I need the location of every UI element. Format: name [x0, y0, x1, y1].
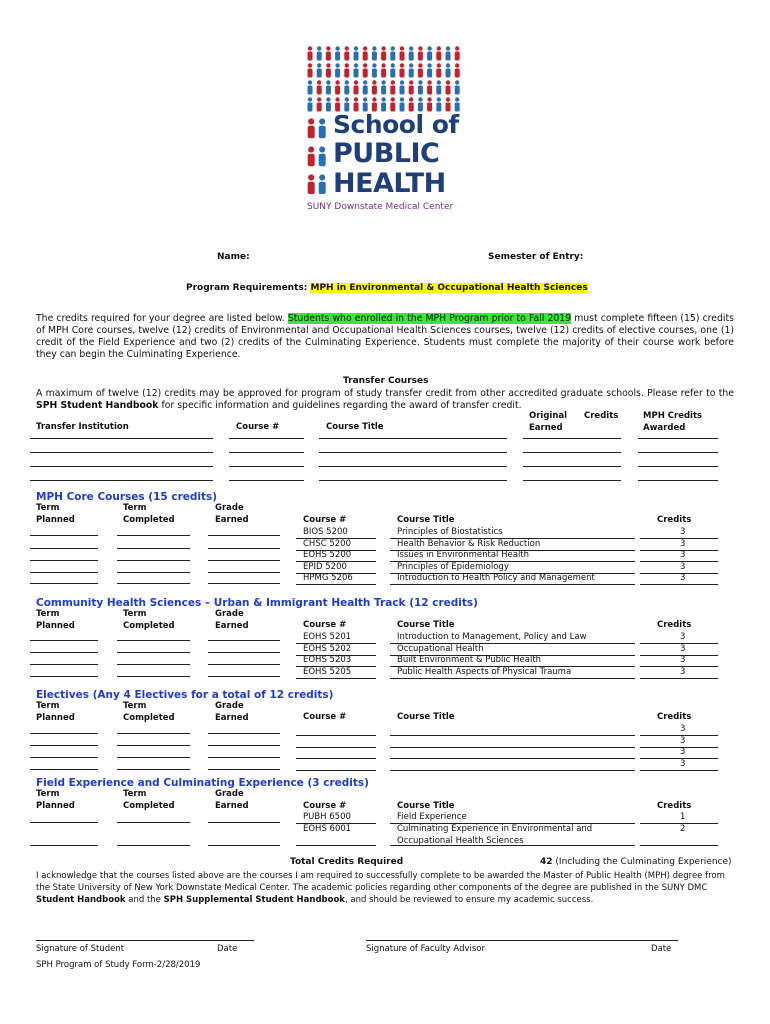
term-completed-line[interactable] [117, 583, 190, 584]
course-title: Principles of Biostatistics [397, 527, 503, 537]
course-title: Introduction to Health Policy and Management [397, 573, 595, 583]
person-icon [326, 80, 331, 94]
elective-credits: 3 [680, 758, 686, 769]
term-completed-line[interactable] [117, 845, 190, 846]
person-icon [446, 46, 451, 60]
total-credits [540, 857, 732, 867]
course-credits: 3 [680, 527, 686, 537]
grade-earned-line[interactable] [208, 560, 280, 561]
intro-before: The credits required for your degree are listed below. [36, 313, 285, 324]
electives-grade-earned: Grade Earned [215, 701, 249, 723]
person-icon [354, 46, 359, 60]
elective-credits: 3 [680, 747, 686, 757]
person-icon [363, 46, 368, 60]
person-icon [390, 63, 395, 77]
field-course-num-header: Course # [303, 801, 347, 811]
field-term-planned: Term Planned [36, 789, 75, 811]
person-icon [354, 63, 359, 77]
person-icon [418, 46, 423, 60]
footer-form-id: SPH Program of Study Form-2/28/2019 [36, 960, 201, 970]
transfer-institution-line[interactable] [30, 438, 213, 439]
term-planned-line[interactable] [30, 769, 98, 770]
program-name: MPH in Environmental & Occupational Health Sciences [310, 283, 588, 293]
person-icon [418, 80, 423, 94]
elective-title-line[interactable] [390, 735, 635, 736]
track-credits-header: Credits [657, 620, 692, 630]
term-planned-line[interactable] [30, 745, 98, 746]
course-number-line[interactable] [296, 584, 376, 585]
person-icon [308, 80, 313, 94]
term-planned-line[interactable] [30, 757, 98, 758]
course-number: EOHS 5200 [303, 550, 352, 560]
transfer-original-line[interactable] [523, 466, 621, 467]
person-icon [400, 80, 405, 94]
course-title: Introduction to Management, Policy and Law [397, 632, 587, 642]
student-signature-line[interactable] [36, 940, 254, 941]
person-icon [446, 63, 451, 77]
term-completed-line[interactable] [117, 757, 190, 758]
course-number-line[interactable] [296, 823, 376, 824]
track-term-completed: Term Completed [123, 609, 175, 631]
term-completed-line[interactable] [117, 822, 190, 823]
person-icon [409, 46, 414, 60]
course-credits-line[interactable] [640, 823, 718, 824]
person-icon [455, 63, 460, 77]
term-completed-line[interactable] [117, 676, 190, 677]
program-requirements [186, 283, 588, 293]
ack-text-b: and the [125, 895, 164, 905]
course-number-line[interactable] [296, 678, 376, 679]
grade-earned-line[interactable] [208, 822, 280, 823]
course-number: EOHS 5202 [303, 643, 352, 654]
person-icon [344, 63, 349, 77]
grade-earned-line[interactable] [208, 548, 280, 549]
course-credits-line[interactable] [640, 666, 718, 667]
core-section-title: MPH Core Courses (15 credits) [36, 491, 218, 503]
course-credits: 1 [680, 812, 686, 822]
transfer-institution-line[interactable] [30, 452, 213, 453]
field-credits-header: Credits [657, 801, 692, 811]
course-credits: 3 [680, 561, 686, 572]
track-grade-earned: Grade Earned [215, 609, 249, 631]
person-icon [319, 118, 326, 138]
person-icon [317, 63, 322, 77]
transfer-handbook: SPH Student Handbook [36, 400, 159, 411]
course-title: Issues in Environmental Health [397, 550, 530, 560]
core-credits-header: Credits [657, 515, 692, 525]
col-transfer-institution: Transfer Institution [36, 422, 129, 432]
person-icon [319, 174, 326, 194]
col-transfer-title: Course Title [326, 422, 384, 432]
course-credits: 3 [680, 643, 686, 654]
col-transfer-course: Course # [236, 422, 280, 432]
person-icon [308, 174, 315, 194]
grade-earned-line[interactable] [208, 640, 280, 641]
logo-line-3: HEALTH [333, 168, 446, 199]
term-planned-line[interactable] [30, 733, 98, 734]
person-icon [446, 80, 451, 94]
person-icon [317, 97, 322, 111]
elective-number-line[interactable] [296, 735, 376, 736]
course-title: Health Behavior & Risk Reduction [397, 538, 541, 549]
grade-earned-line[interactable] [208, 664, 280, 665]
person-icon [326, 63, 331, 77]
person-icon [308, 97, 313, 111]
course-credits: 3 [680, 632, 686, 642]
person-icon [372, 46, 377, 60]
intro-paragraph [36, 313, 734, 361]
electives-course-num-header: Course # [303, 712, 347, 722]
person-icon [335, 80, 340, 94]
course-credits-line[interactable] [640, 573, 718, 574]
transfer-course-line[interactable] [229, 438, 304, 439]
course-number: EPID 5200 [303, 561, 347, 572]
transfer-institution-line[interactable] [30, 466, 213, 467]
person-icon [390, 80, 395, 94]
advisor-signature-line[interactable] [366, 940, 678, 941]
core-term-completed: Term Completed [123, 503, 175, 525]
person-icon [317, 80, 322, 94]
course-credits-line[interactable] [640, 584, 718, 585]
grade-earned-line[interactable] [208, 745, 280, 746]
term-planned-line[interactable] [30, 560, 98, 561]
term-completed-line[interactable] [117, 572, 190, 573]
field-course-title-header: Course Title [397, 801, 455, 811]
term-completed-line[interactable] [117, 652, 190, 653]
transfer-text-a: A maximum of twelve (12) credits may be approved for program of study transfer credit from other accredited graduate schools. Please refer to the [36, 388, 734, 399]
elective-credits: 3 [680, 735, 686, 746]
core-course-title-header: Course Title [397, 515, 455, 525]
person-icon [344, 80, 349, 94]
transfer-text-b: for specific information and guidelines regarding the award of transfer credit. [158, 400, 522, 411]
course-title-line[interactable] [390, 678, 635, 679]
person-icon [354, 80, 359, 94]
term-planned-line[interactable] [30, 822, 98, 823]
grade-earned-line[interactable] [208, 845, 280, 846]
person-icon [381, 80, 386, 94]
elective-number-line[interactable] [296, 758, 376, 759]
people-grid-icon [305, 44, 465, 114]
person-icon [363, 63, 368, 77]
course-title: Built Environment & Public Health [397, 655, 542, 665]
core-grade-earned: Grade Earned [215, 503, 249, 525]
signature-advisor-label: Signature of Faculty Advisor [366, 944, 485, 954]
transfer-original-line[interactable] [523, 480, 621, 481]
person-icon [335, 46, 340, 60]
person-icon [436, 63, 441, 77]
intro-highlight: Students who enrolled in the MPH Program prior to Fall 2019 [287, 313, 572, 324]
total-credits-label: Total Credits Required [290, 857, 404, 867]
course-credits-line[interactable] [640, 561, 718, 562]
term-planned-line[interactable] [30, 845, 98, 846]
total-credits-note: (Including the Culminating Experience) [555, 857, 732, 867]
course-title: Field Experience [397, 812, 467, 822]
term-completed-line[interactable] [117, 769, 190, 770]
person-icon [381, 46, 386, 60]
logo-line-2: PUBLIC [333, 138, 440, 169]
term-planned-line[interactable] [30, 640, 98, 641]
course-number: HPMG 5206 [303, 573, 353, 583]
course-credits: 3 [680, 573, 686, 583]
school-logo [305, 44, 465, 214]
total-credits-value: 42 [540, 857, 553, 867]
ack-text-a: I acknowledge that the courses listed above are the courses I am required to successfully complete to be awarded the Master of Public Health (MPH) degree from the State University of New York Downstate Medical Center. The academic policies regarding other components of the degree are published in the SUNY DMC [36, 871, 725, 893]
date-advisor-label: Date [651, 944, 672, 954]
track-course-num-header: Course # [303, 620, 347, 630]
transfer-mph-line[interactable] [638, 438, 718, 439]
term-completed-line[interactable] [117, 548, 190, 549]
person-icon [400, 46, 405, 60]
col-original-earned: Original Earned [529, 411, 568, 433]
electives-term-completed: Term Completed [123, 701, 175, 723]
elective-credits-line[interactable] [640, 735, 718, 736]
grade-earned-line[interactable] [208, 583, 280, 584]
person-icon [455, 80, 460, 94]
grade-earned-line[interactable] [208, 676, 280, 677]
course-title: Occupational Health [397, 643, 484, 654]
elective-credits-line[interactable] [640, 770, 718, 771]
grade-earned-line[interactable] [208, 769, 280, 770]
term-completed-line[interactable] [117, 640, 190, 641]
date-student-label: Date [217, 944, 238, 954]
elective-credits-line[interactable] [640, 758, 718, 759]
electives-section-title: Electives (Any 4 Electives for a total of 12 credits) [36, 689, 334, 701]
transfer-mph-line[interactable] [638, 480, 718, 481]
term-planned-line[interactable] [30, 535, 98, 536]
term-completed-line[interactable] [117, 560, 190, 561]
course-number: EOHS 6001 [303, 824, 352, 834]
track-section-title: Community Health Sciences – Urban & Immigrant Health Track (12 credits) [36, 597, 478, 609]
course-credits: 3 [680, 538, 686, 549]
course-credits-line[interactable] [640, 845, 718, 846]
person-icon [427, 46, 432, 60]
elective-title-line[interactable] [390, 770, 635, 771]
transfer-institution-line[interactable] [30, 480, 213, 481]
elective-credits: 3 [680, 724, 686, 734]
term-completed-line[interactable] [117, 745, 190, 746]
transfer-mph-line[interactable] [638, 452, 718, 453]
transfer-original-line[interactable] [523, 452, 621, 453]
person-icon [418, 63, 423, 77]
transfer-title-line[interactable] [319, 438, 507, 439]
program-label: Program Requirements: [186, 283, 308, 293]
course-credits: 3 [680, 666, 686, 677]
course-number: EOHS 5201 [303, 632, 352, 642]
person-icon [400, 63, 405, 77]
term-planned-line[interactable] [30, 548, 98, 549]
person-icon [308, 146, 315, 166]
transfer-course-line[interactable] [229, 480, 304, 481]
person-icon [390, 46, 395, 60]
transfer-title-line[interactable] [319, 452, 507, 453]
ack-student-handbook: Student Handbook [36, 895, 126, 905]
term-planned-line[interactable] [30, 676, 98, 677]
course-title-line[interactable] [390, 823, 635, 824]
person-icon [344, 46, 349, 60]
course-number: EOHS 5205 [303, 666, 352, 677]
track-course-title-header: Course Title [397, 620, 455, 630]
person-icon [326, 97, 331, 111]
course-number: CHSC 5200 [303, 538, 351, 549]
grade-earned-line[interactable] [208, 535, 280, 536]
course-title: Public Health Aspects of Physical Trauma [397, 666, 572, 677]
person-icon [381, 63, 386, 77]
person-icon [372, 80, 377, 94]
course-credits-line[interactable] [640, 643, 718, 644]
person-icon [308, 46, 313, 60]
elective-number-line[interactable] [296, 747, 376, 748]
person-icon [335, 63, 340, 77]
logo-subtitle: SUNY Downstate Medical Center [307, 202, 454, 212]
grade-earned-line[interactable] [208, 572, 280, 573]
col-mph-credits: MPH Credits Awarded [643, 411, 703, 433]
term-planned-line[interactable] [30, 572, 98, 573]
logo-line-1: School of [333, 110, 459, 139]
course-credits: 3 [680, 550, 686, 560]
transfer-title: Transfer Courses [343, 376, 429, 386]
grade-earned-line[interactable] [208, 733, 280, 734]
course-title: Principles of Epidemiology [397, 561, 509, 572]
course-credits-line[interactable] [640, 538, 718, 539]
intro-after: must complete fifteen (15) credits of MPH Core courses, twelve (12) credits of Environmental and Occupational Health Sciences courses, twelve (12) credits of elective courses, one (1) credit of the Field Experience and two (2) credits of the Culminating Experience. Students must complete the majority of their course work before they can begin the Culminating Experience. [36, 313, 734, 360]
name-label: Name: [217, 252, 250, 262]
course-credits: 3 [680, 655, 686, 665]
course-number-line[interactable] [296, 845, 376, 846]
transfer-paragraph [36, 388, 734, 412]
course-title: Culminating Experience in Environmental and Occupational Health Sciences [397, 824, 593, 846]
electives-credits-header: Credits [657, 712, 692, 722]
term-completed-line[interactable] [117, 535, 190, 536]
person-icon [308, 63, 313, 77]
course-number: BIOS 5200 [303, 527, 348, 537]
term-completed-line[interactable] [117, 664, 190, 665]
course-credits: 2 [680, 824, 686, 834]
person-icon [308, 118, 315, 138]
core-term-planned: Term Planned [36, 503, 75, 525]
person-icon [436, 80, 441, 94]
acknowledgement [36, 870, 734, 906]
person-icon [409, 63, 414, 77]
person-icon [455, 46, 460, 60]
course-credits-line[interactable] [640, 678, 718, 679]
field-term-completed: Term Completed [123, 789, 175, 811]
transfer-title-line[interactable] [319, 466, 507, 467]
person-icon [427, 80, 432, 94]
grade-earned-line[interactable] [208, 757, 280, 758]
person-icon [363, 80, 368, 94]
core-course-num-header: Course # [303, 515, 347, 525]
term-completed-line[interactable] [117, 733, 190, 734]
elective-credits-line[interactable] [640, 747, 718, 748]
signature-student-label: Signature of Student [36, 944, 125, 954]
ack-text-c: , and should be reviewed to ensure my academic success. [344, 895, 594, 905]
electives-course-title-header: Course Title [397, 712, 455, 722]
field-section-title: Field Experience and Culminating Experience (3 credits) [36, 777, 369, 789]
field-grade-earned: Grade Earned [215, 789, 249, 811]
electives-term-planned: Term Planned [36, 701, 75, 723]
course-number: PUBH 6500 [303, 812, 351, 822]
col-credits: Credits [584, 411, 619, 421]
person-icon [409, 80, 414, 94]
term-planned-line[interactable] [30, 583, 98, 584]
transfer-title-line[interactable] [319, 480, 507, 481]
course-credits-line[interactable] [640, 550, 718, 551]
course-title-line[interactable] [390, 584, 635, 585]
person-icon [372, 63, 377, 77]
elective-number-line[interactable] [296, 770, 376, 771]
term-planned-line[interactable] [30, 664, 98, 665]
course-title-line[interactable] [390, 845, 635, 846]
person-icon [326, 46, 331, 60]
transfer-course-line[interactable] [229, 452, 304, 453]
person-icon [427, 63, 432, 77]
elective-title-line[interactable] [390, 747, 635, 748]
ack-sph-handbook: SPH Supplemental Student Handbook [163, 895, 345, 905]
grade-earned-line[interactable] [208, 652, 280, 653]
elective-title-line[interactable] [390, 758, 635, 759]
course-number: EOHS 5203 [303, 655, 352, 665]
transfer-original-line[interactable] [523, 438, 621, 439]
transfer-mph-line[interactable] [638, 466, 718, 467]
term-planned-line[interactable] [30, 652, 98, 653]
person-icon [319, 146, 326, 166]
person-icon [436, 46, 441, 60]
course-credits-line[interactable] [640, 655, 718, 656]
track-term-planned: Term Planned [36, 609, 75, 631]
semester-label: Semester of Entry: [488, 252, 584, 262]
person-icon [317, 46, 322, 60]
people-small-icon [305, 114, 335, 194]
transfer-course-line[interactable] [229, 466, 304, 467]
